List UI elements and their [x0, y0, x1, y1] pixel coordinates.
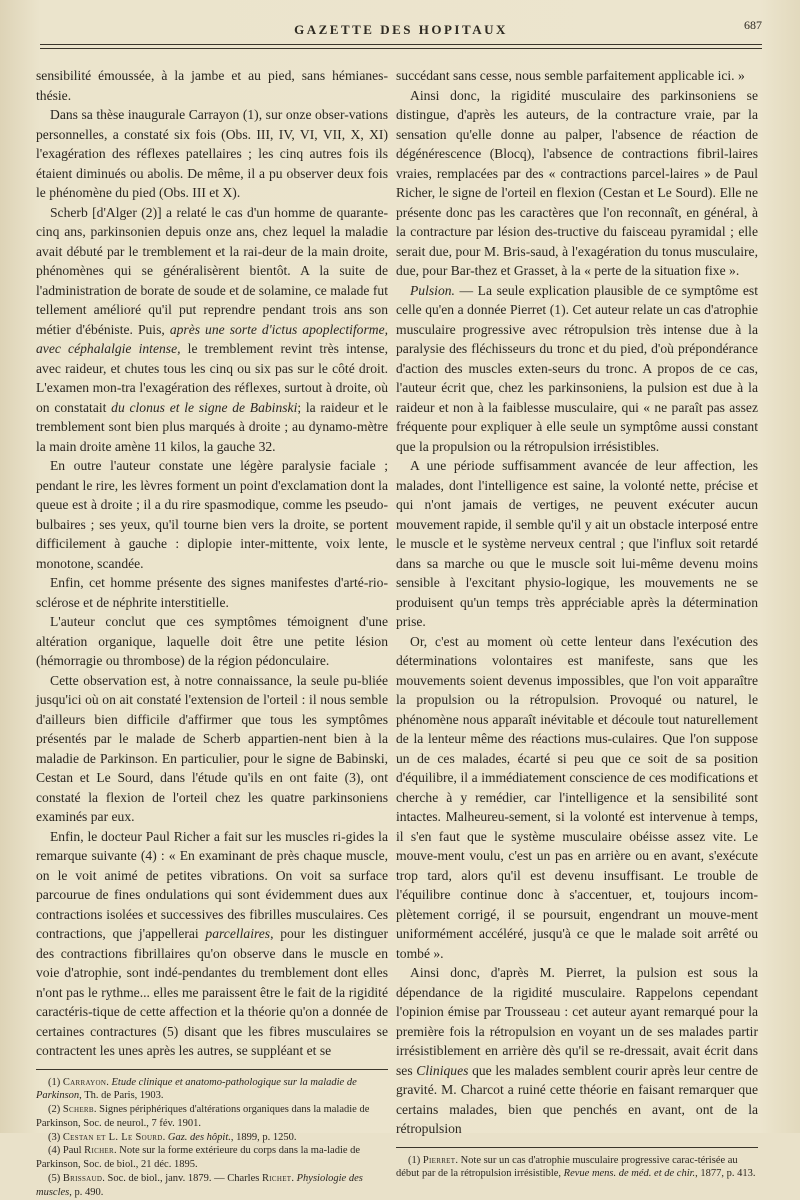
text-run: — La seule explication plausible de ce symptôme est celle qu'en a donnée Pierret (1). Cet auteur relate un cas d'atrophie musculaire progressive avec rétropulsion très intense due à la paralysie des fléchisseurs du tronc et du pied, d'où prépondérance d'action des muscles exten-seurs du tronc. A propos de ce cas, l'auteur écrit que, chez les parkinsoniens, la pulsion est due à la raideur et non à la faiblesse musculaire, qui « ne paraît pas assez fréquente pour expliquer à elle seule un symptôme aussi constant que la propulsion ou la rétropulsion irrésistibles.	[396, 282, 758, 454]
paragraph: Cette observation est, à notre connaissance, la seule pu-bliée jusqu'ici où on ait constaté l'extension de l'orteil : il nous semble d'ailleurs bien difficile d'affirmer que tous les symptômes présentés par le malade de Scherb appartien-nent bien à la maladie de Parkinson. En particulier, pour le signe de Babinski, Cestan et Le Sourd, dans l'étude qu'ils en ont faite (3), ont constaté la flexion de l'orteil chez les quatre parkinsoniens examinés par eux.	[36, 672, 388, 824]
footnote-marker: (1)	[48, 1076, 63, 1088]
footnote-marker: (5)	[48, 1173, 63, 1185]
text-run: , 1877, p. 413.	[695, 1168, 756, 1180]
paragraph	[396, 963, 758, 1139]
paragraph: Or, c'est au moment où cette lenteur dans l'exécution des déterminations volontaires est manifeste, sans que les mouvements soient devenus impossibles, que l'on voit apparaître la propulsion ou la rétropulsion. Provoqué ou naturel, le phénomène nous apparaît inévitable et découle tout naturellement de la lenteur même des réactions mus-culaires. Que l'on suppose un de ces malades, écarté si peu que ce soit de sa position d'équilibre, il a immédiatement conscience de ces modifications et cherche à y remédier, car l'intelligence et la sensibilité sont intactes. Malheureu-sement, si la volonté est intervenue à temps, il s'en faut que le système musculaire obéisse assez vite. Le mouve-ment voulu, c'est un pas en arrière ou en avant, s'exécute trop tard, alors qu'il est devenu insuffisant. Le trouble de l'équilibre continue donc à s'accentuer, et, toujours incom-plètement corrigé, il se poursuit, engendrant un mouve-ment uniformément accéléré, jusqu'à ce que le malade soit arrêté ou tombé ».	[396, 633, 758, 961]
footnote-rule	[396, 1147, 758, 1148]
text-run: que les malades semblent courir après leur centre de gravité. M. Charcot a ruiné cette théorie en faisant remarquer que certains malades, bien que penchés en avant, ont de la rétropulsion	[396, 1062, 759, 1136]
paragraph: Enfin, cet homme présente des signes manifestes d'arté-rio-sclérose et de néphrite interstitielle.	[36, 575, 388, 610]
text-run: . Note sur la forme extérieure du corps dans la ma-ladie de Parkinson, Soc. de biol., 21 déc. 1895.	[36, 1145, 361, 1171]
header-rule-thick	[40, 44, 762, 45]
footnote-marker: (1)	[408, 1154, 423, 1166]
paragraph: sensibilité émoussée, à la jambe et au pied, sans hémianes-thésie.	[36, 68, 388, 103]
text-run: le tremblement revint très intense, avec raideur, et chutes tous les cinq ou six pas sur le côté droit. L'examen mon-tra l'exagération des réflexes, surtout à droite, où on constatait	[36, 341, 389, 415]
italic-run: Physiologie des muscles	[36, 1173, 363, 1198]
paragraph: succédant sans cesse, nous semble parfaitement applicable ici. »	[396, 68, 745, 83]
text-run: . Signes périphériques d'altérations organiques dans la maladie de Parkinson, Soc. de neurol., 7 fév. 1901.	[36, 1104, 370, 1129]
text-run: Enfin, le docteur Paul Richer a fait sur les muscles ri-gides la remarque suivante (4) : « En examinant de près chaque muscle, on le voit animé de petites vibrations. On voit sa surface parcourue de fines ondulations qui sont évidemment dues aux contractions isolées et successives des fibrilles musculaires. Ces contractions, que j'appellerai	[36, 828, 388, 941]
paragraph: Ainsi donc, la rigidité musculaire des parkinsoniens se distingue, d'après les auteurs, de la contracture vraie, par la sensation qu'elle donne au palper, l'absence de réaction de dégénérescence (Blocq), l'absence de contractions fibril-laires vraies, remplacées par des « contractions parcel-laires » de Paul Richer, le signe de l'orteil en flexion (Cestan et Le Sourd). Elle ne présente donc pas les caractères que l'on reconnaît, en général, à la contracture par lésion des-tructive du faisceau pyramidal ; elle serait due, pour M. Bris-saud, à l'exagération du tonus musculaire, due, pour Bar-thez et Grasset, à la « perte de la situation fixe ».	[396, 87, 758, 278]
journal-title: GAZETTE DES HOPITAUX	[294, 22, 508, 37]
author-name: Richer	[84, 1145, 114, 1157]
paragraph	[36, 827, 388, 1061]
paragraph	[36, 203, 388, 457]
text-run: , p. 490.	[69, 1186, 104, 1198]
footnotes	[36, 1076, 388, 1200]
footnote	[36, 1103, 388, 1131]
header-rule-thin	[40, 48, 762, 49]
author-name: Cestan et L. Le Sourd	[62, 1131, 163, 1143]
paragraph: Dans sa thèse inaugurale Carrayon (1), sur onze obser-vations personnelles, a constaté six fois (Obs. III, IV, VI, VII, X, XI) l'exagération des réflexes patellaires ; les cinq autres fois ils étaient diminués ou abolis. De même, il a pu observer deux fois le phénomène du pied (Obs. III et X).	[36, 107, 388, 200]
page-header	[40, 18, 762, 58]
text-run: . Soc. de biol., janv. 1879. — Charles	[102, 1173, 262, 1185]
author-name: Carrayon	[62, 1076, 107, 1088]
footnotes	[396, 1154, 758, 1182]
author-name: Richet	[261, 1173, 292, 1185]
text-run: Scherb [d'Alger (2)] a relaté le cas d'un homme de quarante-cinq ans, parkinsonien depuis onze ans, chez lequel la maladie avait débuté par le tremblement et la rai-deur de la main droite, phénomènes qui se généralisèrent bientôt. A la suite de l'administration de borate de soude et de solamine, ce malade fut tellement amélioré qu'il put reprendre pendant trois ans son métier d'ébéniste. Puis,	[36, 204, 388, 337]
italic-run: parcellaires	[205, 926, 271, 941]
text-run: , pour les distinguer des contractions fibrillaires qu'on observe dans le muscle en voie d'atrophie, sont indé-pendantes du tremblement dont elles n'ont pas le rythme... elles me paraissent être le fait de la rigidité caractéris-tique de cette affection et la théorie qu'on a donnée de certaines contractures (5) disant que les fibres musculaires se contractent les unes après les autres, se suppléant et se	[36, 926, 388, 1058]
italic-run: après une sorte d'ictus apoplectiforme, avec céphalalgie intense,	[36, 321, 388, 356]
text-run: , Th. de Paris, 1903.	[79, 1090, 164, 1102]
footnote: (3) Cestan et L. Le Sourd. Gaz. des hôpit., 1899, p. 1250.	[48, 1131, 297, 1143]
left-column	[36, 66, 388, 1200]
footnote: (1) Carrayon. Etude clinique et anatomo-pathologique sur la maladie de Parkinson, Th. de Paris, 1903.	[36, 1076, 357, 1102]
footnote	[36, 1144, 388, 1172]
paragraph: L'auteur conclut que ces symptômes témoignent d'une altération organique, laquelle doit être une petite lésion (hémorragie ou thrombose) de la région pédonculaire.	[36, 614, 388, 668]
author-name: Scherb	[62, 1104, 94, 1116]
italic-run: Cliniques	[416, 1062, 469, 1078]
section-label: Pulsion.	[410, 282, 455, 298]
footnote-marker: (2)	[48, 1104, 63, 1116]
page-number: 687	[744, 18, 762, 32]
italic-run: Revue mens. de méd. et de chir.	[563, 1168, 696, 1180]
text-run: Ainsi donc, d'après M. Pierret, la pulsion est sous la dépendance de la rigidité musculaire. Rappelons cependant l'opinion émise par Trousseau : cet auteur ayant remarqué pour la première fois la rétropulsion en voyant un de ses malades partir irrésistiblement en arrière dès qu'il se re-dressait, avait écrit dans ses	[396, 965, 758, 1078]
text-run: ; la raideur et le tremblement sont bien plus marqués à droite ; au dynamo-mètre la main droite amène 11 kilos, la gauche 32.	[36, 399, 388, 454]
italic-run: Etude clinique et anatomo-pathologique sur la maladie de Parkinson	[36, 1076, 357, 1102]
footnote-rule	[36, 1069, 388, 1070]
footnote	[396, 1154, 758, 1182]
right-column	[396, 66, 758, 1181]
italic-run: du clonus et le signe de Babinski	[111, 399, 298, 415]
italic-run: Gaz. des hôpit.	[167, 1131, 231, 1143]
author-name: Pierret	[422, 1154, 456, 1166]
paragraph: A une période suffisamment avancée de leur affection, les malades, dont l'intelligence est saine, la volonté nette, précise et qui n'ont jamais de vertiges, ne peuvent exécuter aucun mouvement rapide, il semble qu'il y ait un obstacle interposé entre le muscle et le système nerveux central ; que l'influx soit retardé dans sa marche ou que le muscle soit lui-même devenu moins sensible à l'excitant physio-logique, les mouvements ne se produisent qu'un temps très appréciable après la détermination prise.	[396, 458, 758, 629]
text-run: . Note sur un cas d'atrophie musculaire progressive carac-térisée au début par de la rétropulsion irrésistible,	[396, 1154, 738, 1180]
footnote-marker: (3)	[48, 1131, 63, 1143]
text-run: , 1899, p. 1250.	[230, 1131, 297, 1143]
paragraph: En outre l'auteur constate une légère paralysie faciale ; pendant le rire, les lèvres forment un point d'exclamation dont la queue est à droite ; il a du rire spasmodique, comme les pseudo-bulbaires ; ses yeux, qu'il tourne bien vers la droite, se portent difficilement à gauche : diplopie inter-mittente, voix lente, monotone, scandée.	[36, 458, 388, 571]
author-name: Brissaud	[62, 1173, 103, 1185]
footnote-marker: (4) Paul	[48, 1145, 85, 1157]
footnote: (5) Brissaud. Soc. de biol., janv. 1879. — Charles Richet. Physiologie des muscles, p. 490.	[36, 1173, 363, 1198]
paragraph	[396, 281, 758, 457]
